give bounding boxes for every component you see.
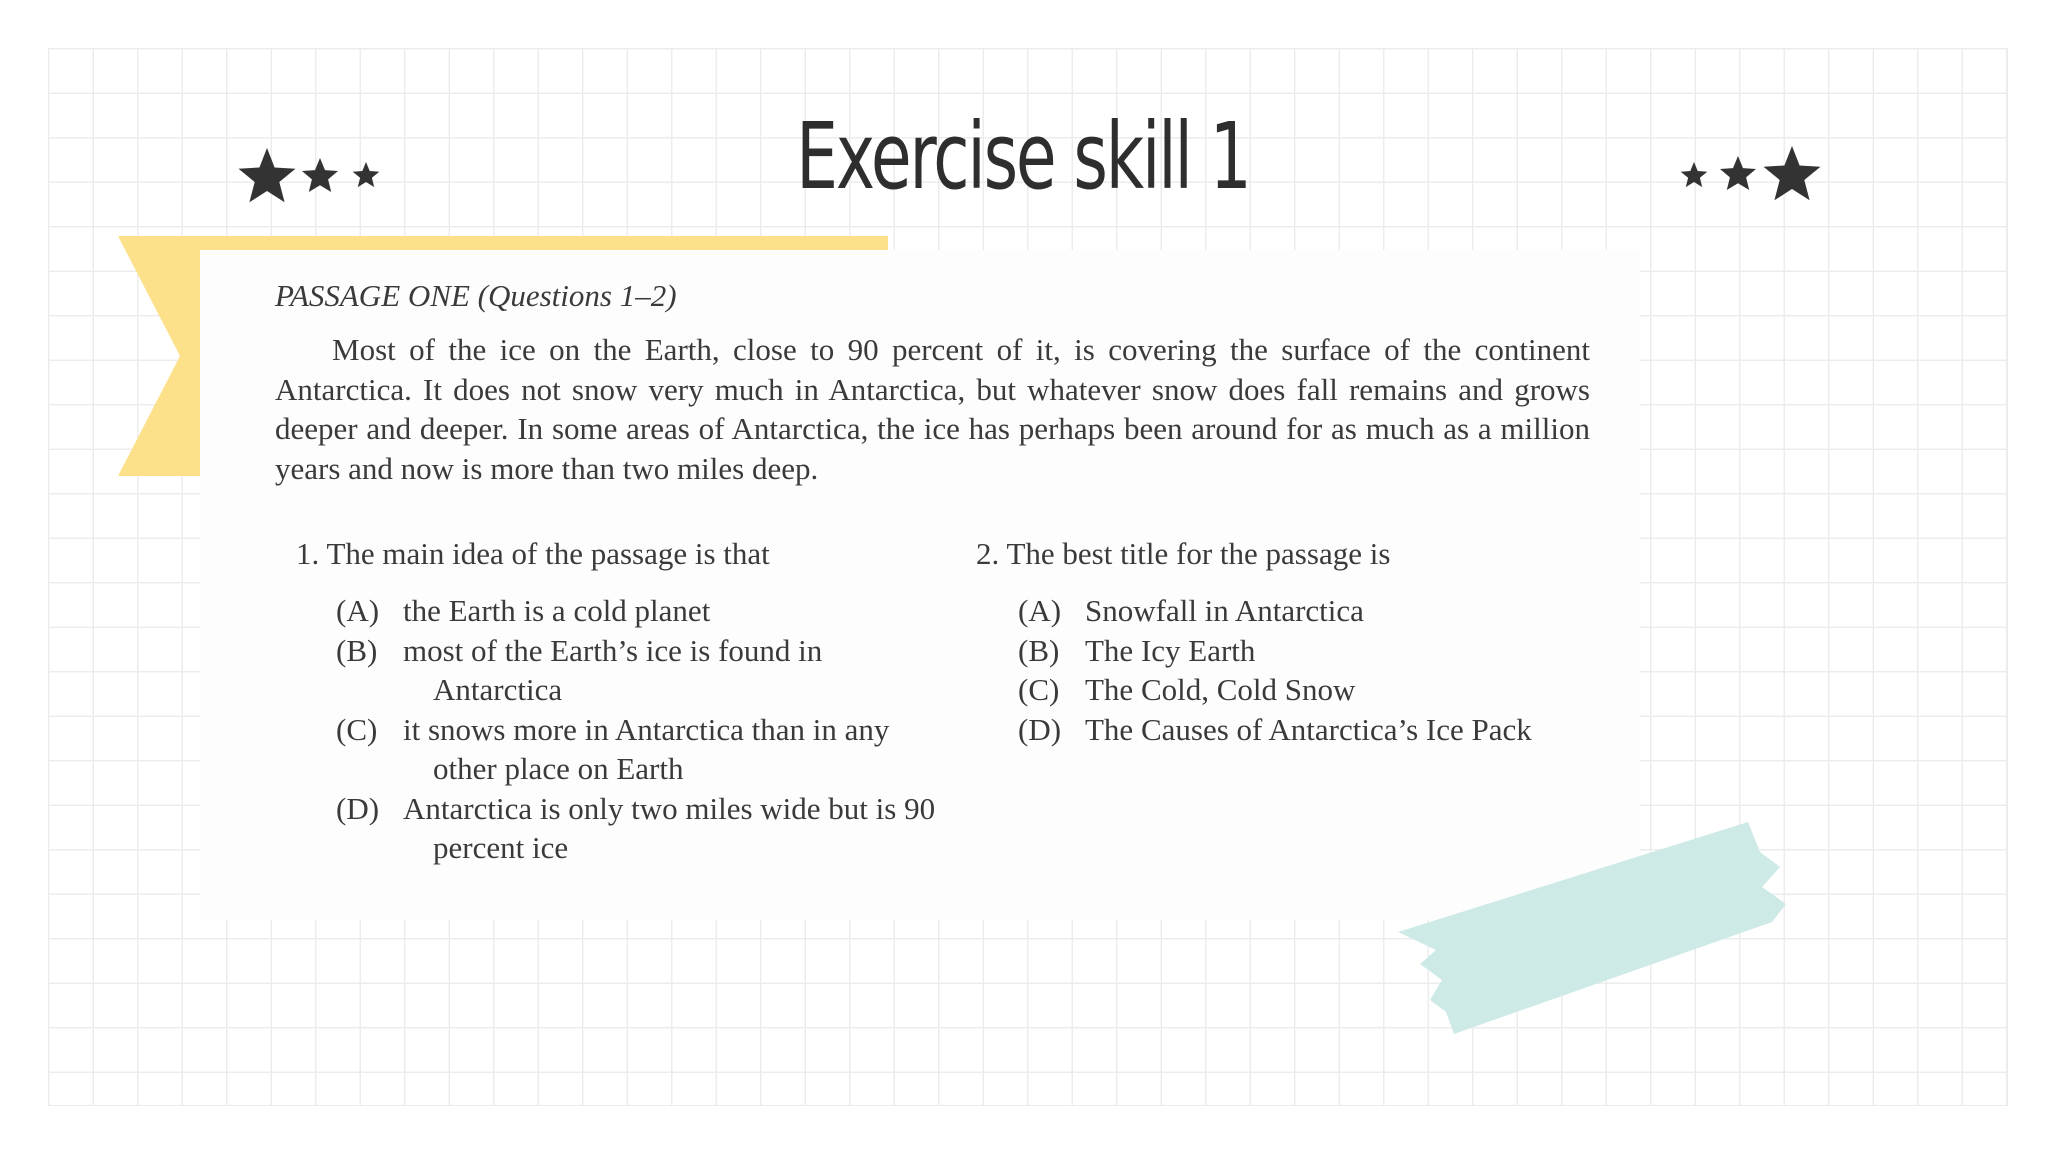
tape-decoration <box>1390 812 1790 1042</box>
three-stars-icon <box>1668 138 1828 218</box>
option-letter: (B) <box>336 632 378 668</box>
option-letter: (C) <box>1018 672 1060 707</box>
option-text: the Earth is a cold planet <box>403 593 711 628</box>
answer-option[interactable] <box>336 710 956 789</box>
answer-option[interactable] <box>1018 631 1618 671</box>
option-text: most of the Earth’s ice is found in Antarctica <box>403 632 823 707</box>
option-letter: (A) <box>1018 593 1062 628</box>
option-text: Snowfall in Antarctica <box>1085 593 1364 628</box>
answer-option[interactable] <box>336 789 956 868</box>
answer-option[interactable] <box>336 631 956 710</box>
slide-title: Exercise skill 1 <box>796 103 1250 210</box>
option-letter: (D) <box>1018 711 1062 747</box>
option-text: it snows more in Antarctica than in any other place on Earth <box>403 711 890 786</box>
question-2-options <box>1018 591 1618 749</box>
answer-option[interactable] <box>1018 591 1618 631</box>
option-letter: (B) <box>1018 632 1060 668</box>
passage-text: Most of the ice on the Earth, close to 90 percent of it, is covering the surface of the continent Antarctica. It does not snow very much in Antarctica, but whatever snow does fall remains and grows deeper and deeper. In some areas of Antarctica, the ice has perhaps been around for as much as a million years and now is more than two miles deep. <box>275 332 1590 486</box>
option-text: The Icy Earth <box>1085 632 1256 668</box>
question-1-prompt: 1. The main idea of the passage is that <box>296 536 770 571</box>
answer-option[interactable] <box>336 591 956 631</box>
question-2-prompt: 2. The best title for the passage is <box>976 536 1391 571</box>
three-stars-icon <box>232 138 392 218</box>
option-text: Antarctica is only two miles wide but is 90 percent ice <box>403 790 936 865</box>
option-letter: (A) <box>336 593 380 628</box>
option-letter: (D) <box>336 790 380 826</box>
question-1-options <box>336 591 956 868</box>
option-text: The Causes of Antarctica’s Ice Pack <box>1085 711 1532 747</box>
answer-option[interactable] <box>1018 670 1618 710</box>
answer-option[interactable] <box>1018 710 1618 750</box>
option-letter: (C) <box>336 711 378 747</box>
passage-heading: PASSAGE ONE (Questions 1–2) <box>275 278 677 313</box>
option-text: The Cold, Cold Snow <box>1085 672 1356 707</box>
